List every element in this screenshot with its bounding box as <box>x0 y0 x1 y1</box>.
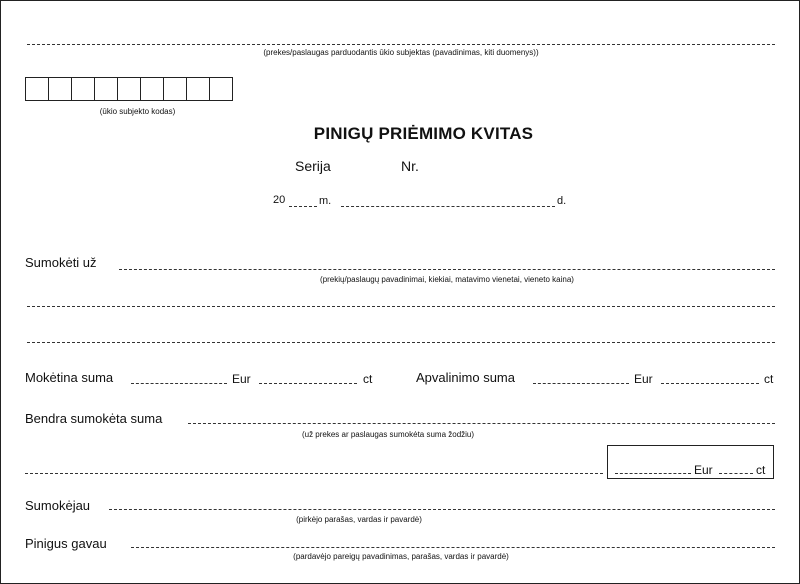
receiver-caption: (pardavėjo pareigų pavadinimas, parašas, vardas ir pavardė) <box>293 552 509 561</box>
date-year-line[interactable] <box>289 206 317 207</box>
payer-label: Sumokėjau <box>25 498 91 513</box>
paid-for-caption: (prekių/paslaugų pavadinimai, kiekiai, matavimo vienetai, vieneto kaina) <box>320 275 574 284</box>
amount-due-eur-line[interactable] <box>131 383 227 384</box>
payer-signature-line[interactable] <box>109 509 775 510</box>
amount-due-label: Mokėtina suma <box>25 370 114 385</box>
amount-due-ct-line[interactable] <box>259 383 357 384</box>
paid-for-line-2[interactable] <box>27 306 775 307</box>
rounding-eur-line[interactable] <box>533 383 629 384</box>
company-code-box[interactable] <box>71 77 95 101</box>
company-code-box[interactable] <box>140 77 164 101</box>
date-month-suffix: m. <box>319 195 332 207</box>
total-eur-line[interactable] <box>615 473 691 474</box>
amount-due-ct: ct <box>363 372 373 386</box>
total-ct: ct <box>756 463 766 477</box>
total-eur: Eur <box>694 463 713 477</box>
payer-caption: (pirkėjo parašas, vardas ir pavardė) <box>296 515 422 524</box>
total-label: Bendra sumokėta suma <box>25 411 163 426</box>
total-words-line[interactable] <box>188 423 775 424</box>
company-code-box[interactable] <box>94 77 118 101</box>
rounding-eur: Eur <box>634 372 653 386</box>
receiver-signature-line[interactable] <box>131 547 775 548</box>
rounding-ct: ct <box>764 372 774 386</box>
paid-for-line[interactable] <box>119 269 775 270</box>
seller-line[interactable] <box>27 44 775 45</box>
date-day-suffix: d. <box>557 195 567 207</box>
rounding-label: Apvalinimo suma <box>416 370 515 385</box>
company-code-box[interactable] <box>186 77 210 101</box>
company-code-box[interactable] <box>117 77 141 101</box>
company-code-box[interactable] <box>163 77 187 101</box>
nr-label: Nr. <box>401 158 419 174</box>
serija-label: Serija <box>295 158 331 174</box>
date-month-line[interactable] <box>341 206 555 207</box>
seller-caption: (prekes/paslaugas parduodantis ūkio subjektas (pavadinimas, kiti duomenys)) <box>263 48 539 57</box>
company-code-caption: (ūkio subjekto kodas) <box>99 107 176 116</box>
total-words-line-2[interactable] <box>25 473 603 474</box>
company-code-box[interactable] <box>209 77 233 101</box>
paid-for-line-3[interactable] <box>27 342 775 343</box>
document-title: PINIGŲ PRIĖMIMO KVITAS <box>313 124 534 143</box>
amount-due-eur: Eur <box>232 372 251 386</box>
date-year-prefix: 20 <box>273 194 286 206</box>
company-code-box[interactable] <box>25 77 49 101</box>
total-ct-line[interactable] <box>719 473 753 474</box>
total-caption: (už prekes ar paslaugas sumokėta suma žodžiu) <box>301 430 475 439</box>
company-code-box[interactable] <box>48 77 72 101</box>
rounding-ct-line[interactable] <box>661 383 759 384</box>
receiver-label: Pinigus gavau <box>25 536 107 551</box>
company-code-boxes <box>25 77 233 101</box>
paid-for-label: Sumokėti už <box>25 255 97 270</box>
